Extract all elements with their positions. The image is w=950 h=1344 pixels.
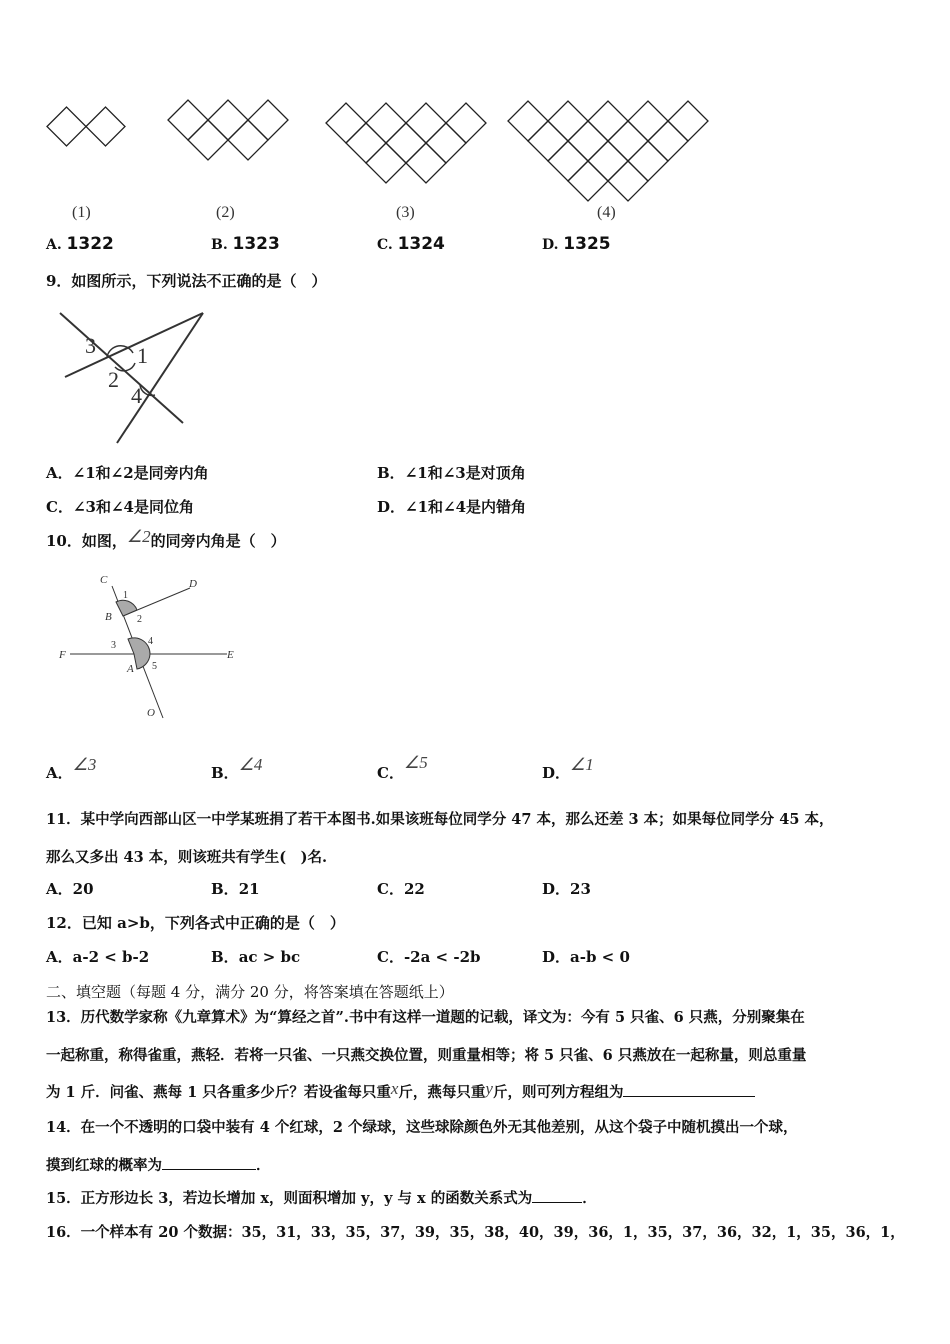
option-label: C． [377,948,404,966]
q10-label-2: 2 [137,614,142,625]
q15-line [46,1187,597,1208]
option-text: 21 [238,880,260,898]
option-text: a-2 < b-2 [72,948,150,966]
q12-option-d[interactable] [542,946,630,967]
option-label: B． [211,880,239,898]
option-text: a-b < 0 [570,948,630,966]
q8-figure-label-4: (4) [597,204,616,221]
q12-option-a[interactable] [46,946,149,967]
option-label: C． [377,880,404,898]
q11-line-2: 那么又多出 43 本，则该班共有学生( )名. [46,849,328,866]
figure-1-diamonds [47,107,125,146]
q8-option-d[interactable] [542,234,611,254]
section-2-title: 二、填空题（每题 4 分，满分 20 分，将答案填在答题纸上） [46,983,454,1001]
option-text: ∠1和∠2是同旁内角 [72,464,209,482]
option-text: 23 [570,880,591,898]
option-text: ∠3和∠4是同位角 [72,498,194,516]
q10-stem [46,527,286,551]
option-text: 20 [72,880,94,898]
q11-option-b[interactable] [211,878,260,899]
option-label: D． [542,880,571,898]
q9-option-b[interactable] [377,462,526,483]
q12-stem: 12．已知 a>b，下列各式中正确的是（ ） [46,914,345,932]
q14-line-2-end: ． [256,1157,271,1174]
option-text: ∠1和∠3是对顶角 [404,464,526,482]
option-text: ∠1 [570,755,594,774]
option-text: 1322 [66,234,114,254]
q8-option-c[interactable] [377,234,445,254]
q12-option-b[interactable] [211,946,300,967]
option-label: D． [377,498,406,516]
q10-option-a[interactable] [46,754,97,782]
option-label: D． [542,764,571,782]
q13-line-1: 13．历代数学家称《九章算术》为“算经之首”.书中有这样一道题的记载，译文为：今有 5 只雀、6 只燕，分别聚集在 [46,1009,805,1026]
q10-label-1: 1 [123,590,128,601]
option-text: ∠5 [403,753,428,772]
option-label: C． [377,764,404,782]
q11-option-c[interactable] [377,878,425,899]
q12-option-c[interactable] [377,946,481,967]
option-text: 22 [403,880,425,898]
option-text: ac > bc [238,948,301,966]
q10-label-3: 3 [111,640,116,651]
q8-figure-label-1: (1) [72,204,91,221]
q10-label-O: O [147,707,155,719]
q8-figure-label-3: (3) [396,204,415,221]
q15-answer-blank[interactable] [532,1188,582,1203]
q10-label-C: C [100,574,108,586]
q9-label-4: 4 [131,383,142,408]
q10-stem-suffix: 的同旁内角是（ ） [150,532,286,550]
option-label: C. [377,237,393,253]
q10-label-D: D [189,578,197,590]
option-label: B． [211,948,239,966]
option-label: A． [46,764,73,782]
q10-label-4: 4 [148,636,153,647]
q10-label-E: E [227,649,234,661]
figure-3-diamonds [326,103,486,183]
figure-4-diamonds [508,101,708,201]
q10-option-d[interactable] [542,754,594,782]
q8-option-b[interactable] [211,234,280,254]
option-text: 1325 [563,234,611,254]
q9-label-3: 3 [85,333,96,358]
option-label: A． [46,464,73,482]
option-text: 1323 [232,234,280,254]
option-label: C． [46,498,73,516]
q14-answer-blank[interactable] [162,1155,256,1170]
option-label: A． [46,948,73,966]
q8-figures [40,95,720,205]
option-label: A． [46,880,73,898]
q8-figure-label-2: (2) [216,204,235,221]
q10-stem-prefix: 10．如图， [46,532,127,550]
q9-option-c[interactable] [46,496,194,517]
q10-figure [55,572,245,722]
q16-line: 16．一个样本有 20 个数据：35，31，33，35，37，39，35，38，40，39，36，1，35，37，36，32，1，35，36，1， [46,1224,905,1241]
q14-line-1: 14．在一个不透明的口袋中装有 4 个红球，2 个绿球，这些球除颜色外无其他差别，从这个袋子中随机摸出一个球， [46,1119,798,1136]
option-text: 1324 [397,234,445,254]
q13-var-y: y [485,1079,493,1098]
q10-option-b[interactable] [211,754,263,782]
option-text: ∠1和∠4是内错角 [405,498,527,516]
q9-figure [55,305,215,450]
q10-label-B: B [105,611,112,623]
q11-line-1: 11．某中学向西部山区一中学某班捐了若干本图书.如果该班每位同学分 47 本，那么还差 3 本；如果每位同学分 45 本， [46,811,834,828]
q13-var-x: x [390,1079,399,1098]
option-text: ∠3 [72,755,97,774]
q11-option-a[interactable] [46,878,94,899]
q14-line-2 [46,1154,271,1175]
q11-option-d[interactable] [542,878,591,899]
q9-option-d[interactable] [377,496,526,517]
q15-text: 15．正方形边长 3，若边长增加 x，则面积增加 y，y 与 x 的函数关系式为 [46,1190,533,1207]
q10-label-F: F [59,649,66,661]
option-label: D. [542,237,559,253]
option-label: B． [211,764,239,782]
option-label: A. [46,237,62,253]
option-label: D． [542,948,571,966]
q8-option-a[interactable] [46,234,114,254]
q13-line-3 [46,1081,755,1102]
q13-line-2: 一起称重，称得雀重，燕轻．若将一只雀、一只燕交换位置，则重量相等；将 5 只雀、6 只燕放在一起称量，则总重量 [46,1047,807,1064]
q14-line-2-text: 摸到红球的概率为 [46,1157,162,1174]
q13-line-3c: 斤，则可列方程组为 [492,1084,624,1101]
q10-label-5: 5 [152,661,157,672]
option-label: B． [377,464,405,482]
q13-line-3b: 斤，燕每只重 [398,1084,486,1101]
option-text: -2a < -2b [403,948,481,966]
q10-option-c[interactable] [377,752,428,782]
q13-answer-blank[interactable] [623,1082,755,1097]
option-text: ∠4 [238,755,263,774]
figure-2-diamonds [168,100,288,160]
q10-label-A: A [127,663,134,675]
q9-stem: 9．如图所示，下列说法不正确的是（ ） [46,272,327,290]
q9-label-1: 1 [137,343,148,368]
q13-line-3a: 为 1 斤．问雀、燕每 1 只各重多少斤？若设雀每只重 [46,1084,391,1101]
q15-end: ． [582,1190,597,1207]
q9-option-a[interactable] [46,462,209,483]
q10-stem-angle: ∠2 [126,527,151,546]
option-label: B. [211,237,228,253]
q9-label-2: 2 [108,367,119,392]
